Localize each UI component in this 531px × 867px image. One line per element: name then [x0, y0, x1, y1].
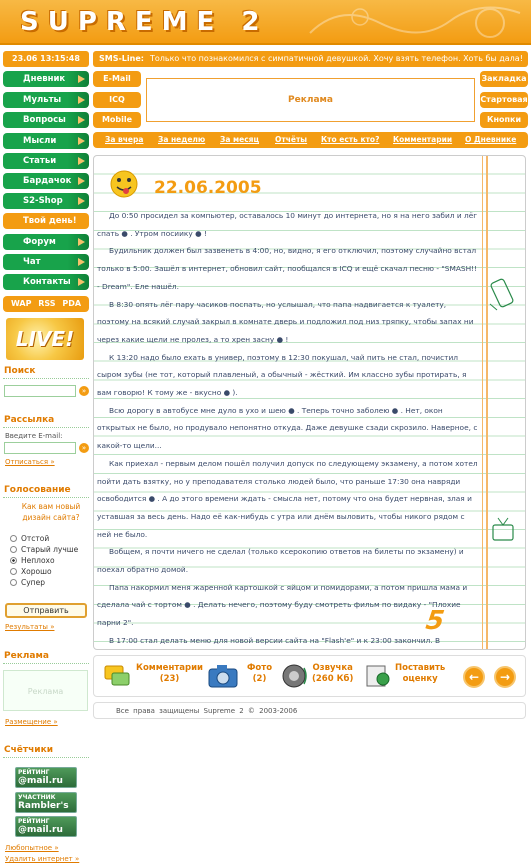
paragraph: К 13:20 надо было ехать в универ, поэтому в 12:30 покушал, чай пить не стал, почистил сыром зубы (не тот, который плавленый, а обычный - жёсткий. Им классно зубы протирать, я вам говорю! К тому же - вкусно ● ).	[97, 352, 467, 398]
results-link[interactable]: Результаты »	[5, 623, 55, 631]
paragraph: До 0:50 просидел за компьютер, оставалось 10 минут до интернета, но я на него забил и лёг спать ● . Утром посиику ● !	[97, 211, 478, 238]
divider	[3, 757, 89, 758]
counter-line: УЧАСТНИК	[18, 794, 56, 801]
arrow-icon	[78, 258, 85, 266]
ad-title: Реклама	[4, 651, 49, 661]
nav-item-forum[interactable]	[3, 234, 89, 250]
mobile-button[interactable]: Mobile	[93, 112, 141, 128]
mail-rating-counter[interactable]	[15, 816, 77, 837]
email-button[interactable]: E-Mail	[93, 71, 141, 87]
divider	[3, 663, 89, 664]
paragraph: Всю дорогу в автобусе мне дуло в ухо и шею ● . Теперь точно заболею ● . Нет, окон открытых не было, но продувало непонятно откуда. Даже девушке сзади скрозило. Наверное, с какой-то щели...	[97, 405, 478, 451]
sms-line	[93, 51, 528, 67]
mailing-title: Рассылка	[4, 415, 55, 425]
counters-title: Счётчики	[4, 745, 54, 755]
arrow-left-icon: ←	[468, 670, 480, 684]
paragraph: Будильник должен был зазвенеть в 4:00, но, видно, я его отключил, поэтому случайно встал только в 5:00. Зашёл в интернет, обновил сайт, пообщался в ICQ и ещё скачал песню - "SMASH!! - Dream". Еле нашёл.	[97, 246, 478, 291]
entry-text	[97, 207, 479, 667]
poll-option[interactable]	[10, 578, 45, 588]
action-value: (23)	[159, 674, 180, 684]
datetime-display: 23.06 13:15:48	[3, 51, 89, 67]
radio-icon[interactable]	[10, 568, 17, 575]
search-go-button[interactable]: »	[79, 386, 89, 396]
photos-link[interactable]	[247, 663, 272, 685]
nav-item-shop[interactable]	[3, 193, 89, 209]
nav-item-your-day[interactable]	[3, 213, 89, 229]
nav-item-thoughts[interactable]	[3, 133, 89, 149]
homepage-button[interactable]: Стартовая	[480, 92, 528, 108]
arrow-icon	[78, 75, 85, 83]
ad-placement-link[interactable]: Размещение »	[5, 718, 58, 726]
arrow-icon	[78, 177, 85, 185]
action-label: Фото	[247, 663, 273, 673]
nav-item-contacts[interactable]	[3, 274, 89, 290]
nav-item-chat[interactable]	[3, 254, 89, 270]
radio-icon[interactable]	[10, 579, 17, 586]
rambler-top100-counter[interactable]	[15, 792, 77, 813]
nav-label: Статьи	[23, 156, 57, 166]
nav-label: Чат	[23, 257, 41, 267]
email-label: Введите E-mail:	[5, 432, 63, 440]
arrow-icon	[78, 96, 85, 104]
buttons-button[interactable]: Кнопки	[480, 112, 528, 128]
camera-icon[interactable]	[207, 662, 239, 690]
live-banner[interactable]: LIVE!	[6, 318, 84, 360]
sms-text: Только что познакомился с симпатичной девушкой. Хочу взять телефон. Хоть бы дала!	[149, 54, 523, 63]
nav-label: S2-Shop	[23, 196, 63, 206]
audio-link[interactable]	[312, 663, 353, 685]
top-ad-banner[interactable]: Реклама	[146, 78, 475, 122]
option-label: Отстой	[21, 534, 50, 543]
rate-link[interactable]	[395, 663, 445, 685]
subnav-month[interactable]: За месяц	[220, 135, 260, 144]
phone-doodle-icon	[487, 274, 519, 314]
paragraph: Папа накормил меня жаренной картошкой с яйцом и помидорами, а потом пришла мама и сделала чай с тортом ● . Делать нечего, поэтому буду смотреть фильм по видаку - "Плохие парни 2".	[97, 582, 468, 628]
counter-brand: Rambler's	[18, 801, 69, 811]
arrow-icon	[78, 197, 85, 205]
subnav-yesterday[interactable]: За вчера	[105, 135, 144, 144]
mail-rating-counter[interactable]	[15, 767, 77, 788]
nav-label: Вопросы	[23, 115, 66, 125]
poll-question: Как вам новый дизайн сайта?	[21, 502, 81, 522]
smiley-tongue-icon	[109, 169, 139, 199]
arrow-right-icon: →	[499, 670, 511, 684]
rate-icon[interactable]	[364, 662, 392, 690]
vote-button[interactable]: Отправить	[5, 603, 87, 618]
poll-option[interactable]	[10, 567, 52, 577]
nav-item-questions[interactable]	[3, 112, 89, 128]
diary-entry	[93, 155, 526, 650]
comment-icon[interactable]	[103, 662, 131, 690]
paragraph: В 8:30 опять лёг пару часиков поспать, но услышал, что папа надвигается к туалету, поэтому на всякий случай закрыл в комнате дверь и подложил под низ тряпку, чтобы запах ни через какие щели не пролез, а то хрен засну ● !	[97, 299, 474, 344]
search-title: Поиск	[4, 366, 36, 376]
unsubscribe-link[interactable]: Отписаться »	[5, 458, 55, 466]
tv-doodle-icon	[490, 516, 516, 546]
divider	[3, 427, 89, 428]
radio-icon[interactable]	[10, 546, 17, 553]
poll-option[interactable]	[10, 534, 49, 544]
search-input[interactable]	[4, 385, 76, 397]
bookmark-button[interactable]: Закладка	[480, 71, 528, 87]
divider	[3, 378, 89, 379]
nav-label: Твой день!	[23, 216, 77, 226]
nav-label: Мысли	[23, 136, 57, 146]
poll-option[interactable]	[10, 545, 78, 555]
nav-item-cartoons[interactable]	[3, 92, 89, 108]
action-value: (2)	[252, 674, 267, 684]
entry-date: 22.06.2005	[154, 178, 262, 198]
site-logo[interactable]: SUPREME 2	[20, 7, 269, 37]
arrow-icon	[78, 157, 85, 165]
curious-link[interactable]: Любопытное »	[5, 844, 59, 852]
nav-label: Дневник	[23, 74, 66, 84]
delete-internet-link[interactable]: Удалить интернет »	[5, 855, 80, 863]
swirl-decoration-icon	[300, 3, 525, 41]
subnav-reports[interactable]: Отчёты	[275, 135, 308, 144]
subscribe-go-button[interactable]: »	[79, 443, 89, 453]
nav-label: Мульты	[23, 95, 62, 105]
sms-label: SMS-Line:	[99, 54, 144, 63]
poll-title: Голосование	[4, 485, 71, 495]
nav-label: Контакты	[23, 277, 71, 287]
action-label: Озвучка	[312, 663, 353, 673]
paragraph: В 17:00 стал делать меню для новой версии сайта на "Flash'e" и к 23:00 закончил. В	[109, 635, 441, 645]
counter-brand: @mail.ru	[18, 825, 63, 835]
mobile-links[interactable]: WAP RSS PDA	[3, 296, 89, 312]
diary-subnav	[93, 132, 528, 148]
entry-action-bar	[93, 655, 526, 697]
poll-option[interactable]	[10, 556, 55, 566]
arrow-icon	[78, 238, 85, 246]
arrow-icon	[78, 278, 85, 286]
option-label: Неплохо	[21, 556, 55, 565]
arrow-icon	[78, 137, 85, 145]
next-entry-button[interactable]	[494, 666, 516, 688]
subnav-about[interactable]: О Дневнике	[465, 135, 517, 144]
counter-brand: @mail.ru	[18, 776, 63, 786]
paragraph: Вобщем, я почти ничего не сделал (только ксерокопию ответов на билеты по экзамену) и поехал обратно домой.	[97, 547, 464, 575]
action-value: оценку	[402, 674, 438, 684]
subnav-week[interactable]: За неделю	[158, 135, 206, 144]
margin-line	[482, 156, 483, 649]
nav-label: Бардачок	[23, 176, 72, 186]
subnav-who-is-who[interactable]: Кто есть кто?	[321, 135, 380, 144]
nav-label: Форум	[23, 237, 56, 247]
arrow-icon	[78, 116, 85, 124]
margin-line	[486, 156, 488, 649]
radio-selected-icon[interactable]	[10, 557, 17, 564]
radio-icon[interactable]	[10, 535, 17, 542]
subnav-comments[interactable]: Комментарии	[393, 135, 453, 144]
nav-item-diary[interactable]	[3, 71, 89, 87]
action-value: (260 Кб)	[312, 674, 354, 684]
speaker-icon[interactable]	[280, 662, 308, 690]
action-label: Комментарии	[136, 663, 203, 673]
option-label: Старый лучше	[21, 545, 79, 554]
action-label: Поставить	[395, 663, 446, 673]
option-label: Супер	[21, 578, 45, 587]
nav-item-articles[interactable]	[3, 153, 89, 169]
site-header	[0, 0, 531, 45]
paragraph: Как приехал - первым делом пошёл получил допуск по следующему экзамену, а потом хотел пойти дать взятку, но у преподавателя столько людей было, что раньше 17:30 она навряди освободится ● . А до этого времени ждать - смысла нет, потому что она будет нервная, злая и уставшая за весь день. Надо её как-нибудь с утра или днём выловить, чтобы никого рядом с ней не было.	[97, 458, 478, 539]
email-field[interactable]	[4, 442, 76, 454]
page-number: 5	[423, 606, 447, 636]
counter-line: РЕЙТИНГ	[18, 818, 50, 825]
divider	[3, 497, 89, 498]
nav-item-bardachok[interactable]	[3, 173, 89, 189]
option-label: Хорошо	[21, 567, 52, 576]
comments-link[interactable]	[136, 663, 203, 685]
prev-entry-button[interactable]	[463, 666, 485, 688]
counter-line: РЕЙТИНГ	[18, 769, 50, 776]
side-ad-box[interactable]: Реклама	[3, 670, 88, 711]
footer: Все права защищены Supreme 2 © 2003-2006	[93, 702, 526, 719]
icq-button[interactable]: ICQ	[93, 92, 141, 108]
